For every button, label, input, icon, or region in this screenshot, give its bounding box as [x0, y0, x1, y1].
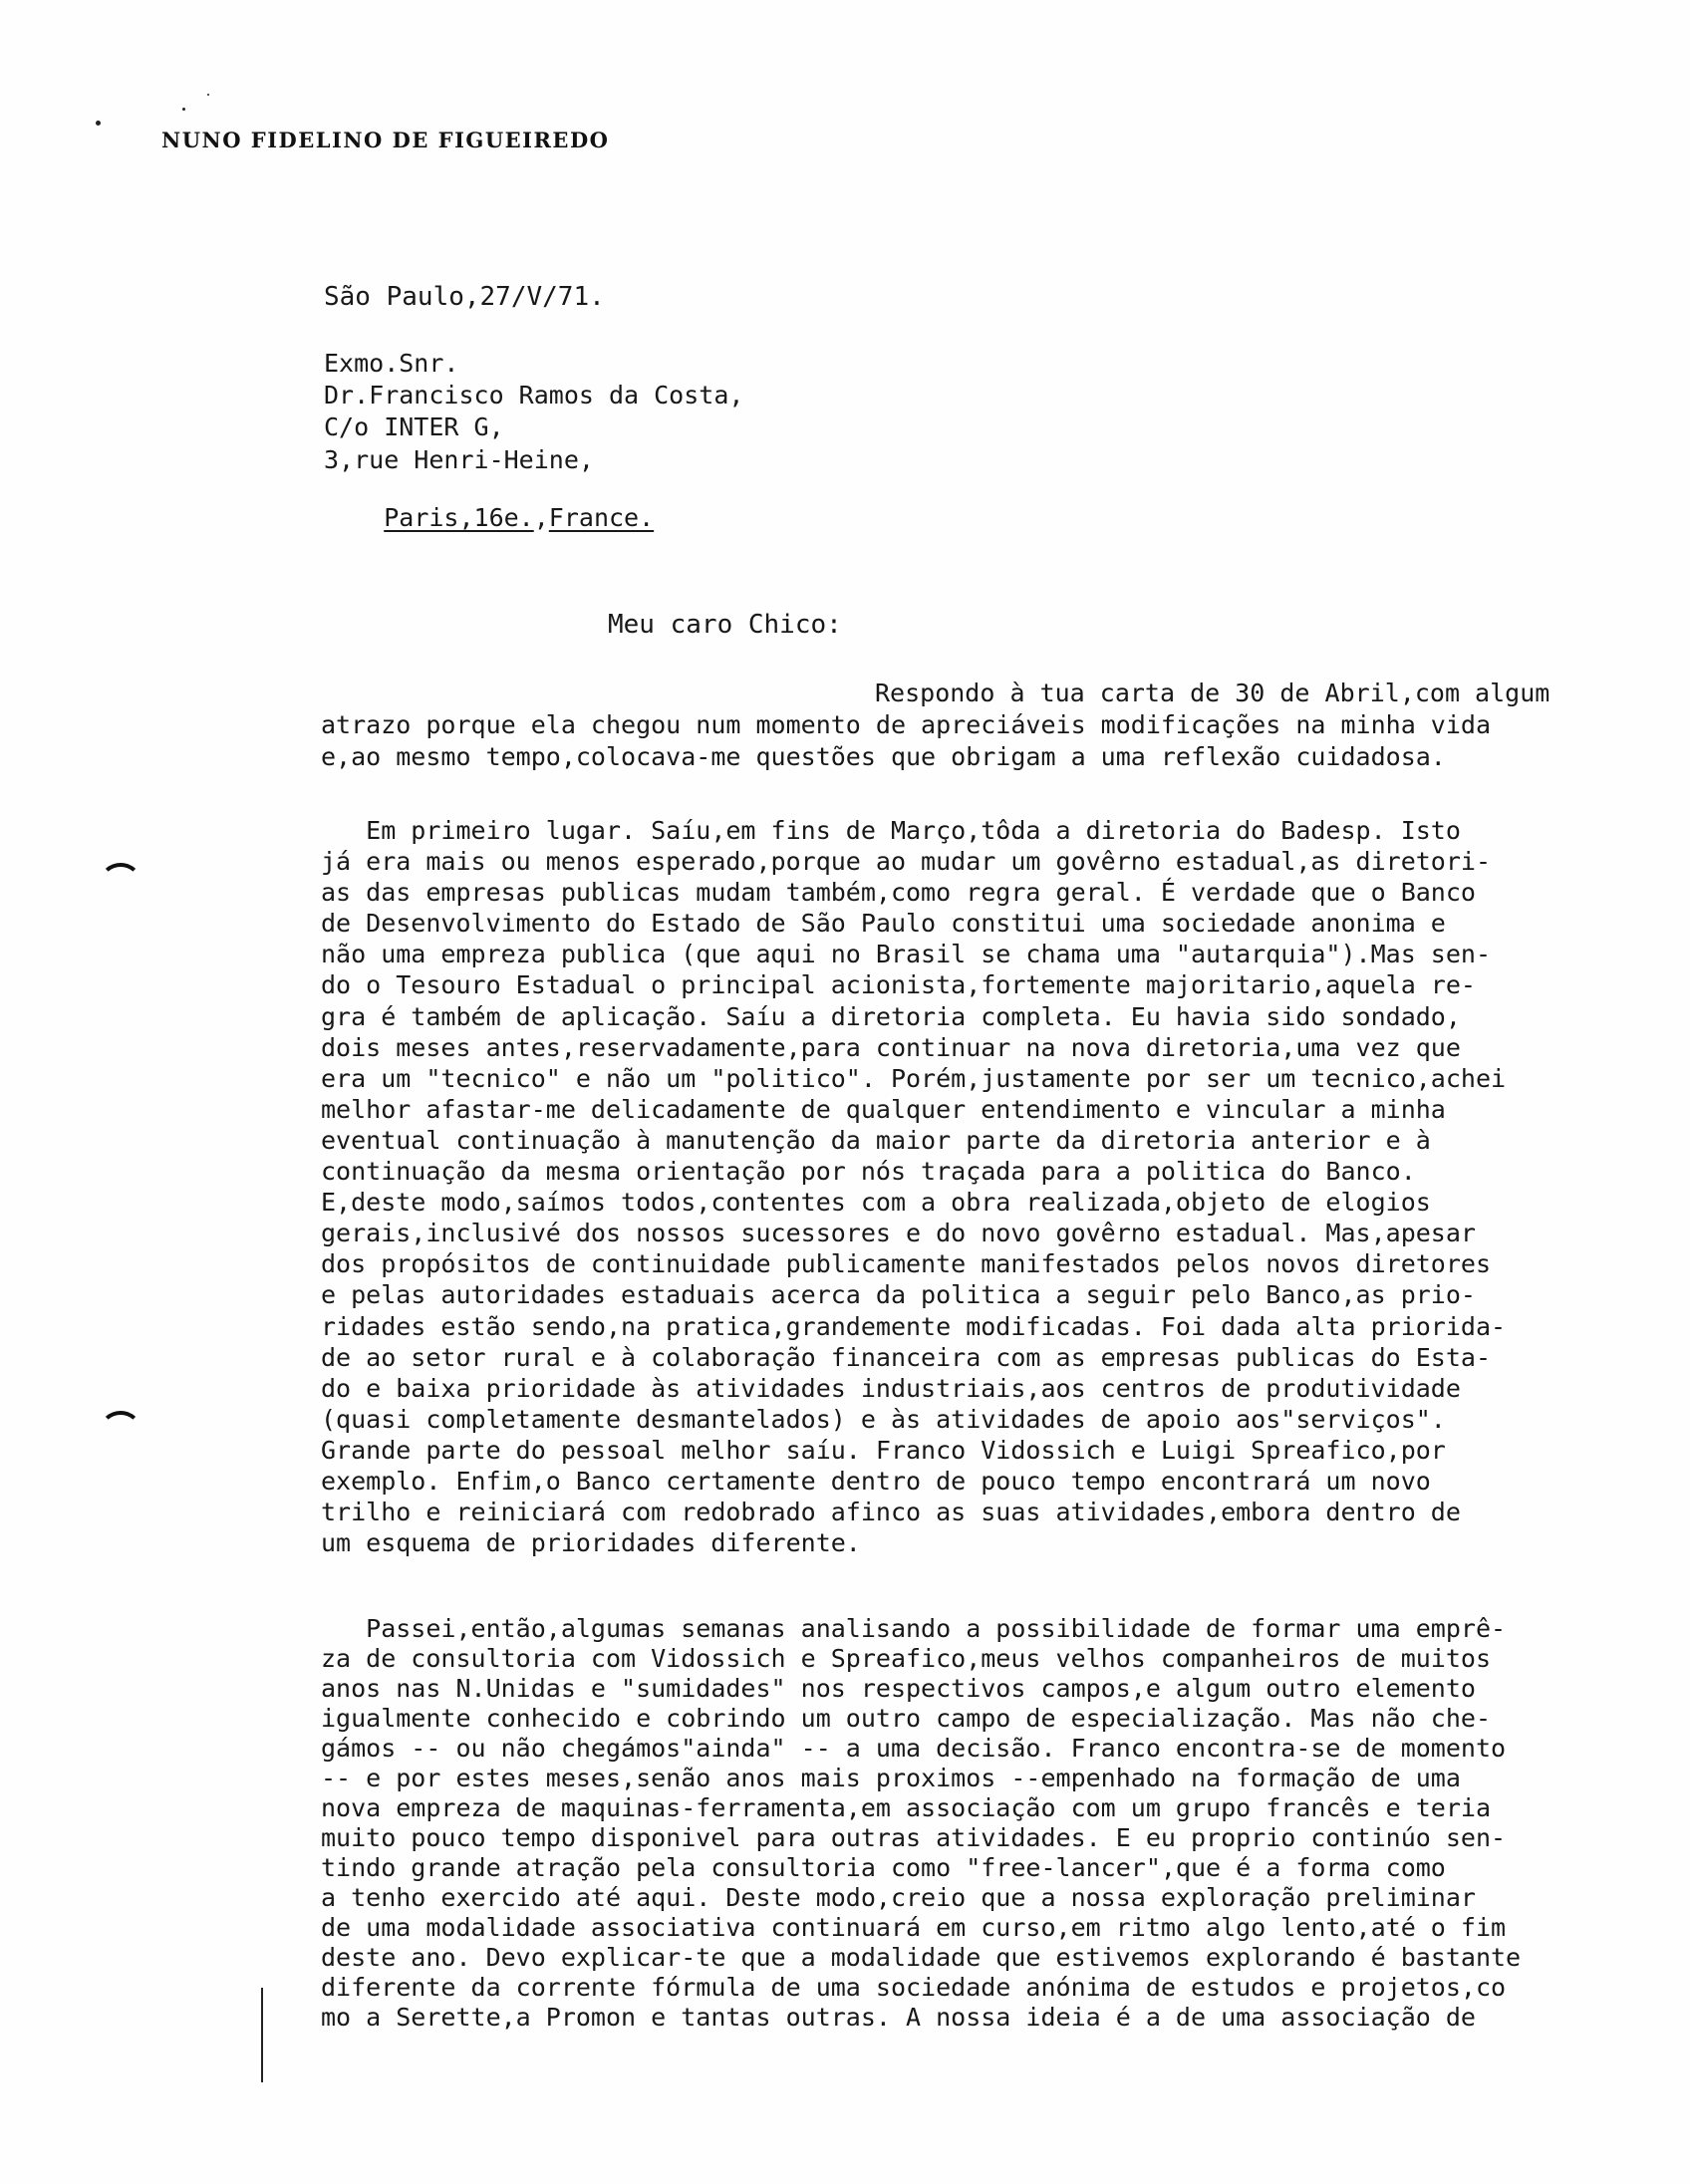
- text-line: gerais,inclusivé dos nossos sucessores e do novo govêrno estadual. Mas,apesar: [321, 1219, 1476, 1248]
- text-line: anos nas N.Unidas e "sumidades" nos respectivos campos,e algum outro elemento: [321, 1674, 1476, 1703]
- paper-speck: [182, 108, 185, 111]
- recipient-line: Exmo.Snr.: [324, 349, 459, 378]
- text-line: do e baixa prioridade às atividades industriais,aos centros de produtividade: [321, 1373, 1461, 1403]
- text-line: za de consultoria com Vidossich e Spreafico,meus velhos companheiros de muitos: [321, 1644, 1491, 1673]
- text-line: exemplo. Enfim,o Banco certamente dentro de pouco tempo encontrará um novo: [321, 1466, 1431, 1496]
- salutation: Meu caro Chico:: [608, 610, 842, 640]
- paragraph-3: [321, 1614, 1626, 2033]
- paper-speck: [207, 94, 209, 96]
- text-line: e pelas autoridades estaduais acerca da politica a seguir pelo Banco,as prio-: [321, 1280, 1476, 1310]
- text-line: eventual continuação à manutenção da maior parte da diretoria anterior e à: [321, 1125, 1431, 1155]
- text-line: gra é também de aplicação. Saíu a diretoria completa. Eu havia sido sondado,: [321, 1001, 1461, 1031]
- text-line: a tenho exercido até aqui. Deste modo,creio que a nossa exploração preliminar: [321, 1883, 1476, 1912]
- text-line: de ao setor rural e à colaboração financeira com as empresas publicas do Esta-: [321, 1342, 1491, 1372]
- text-line: diferente da corrente fórmula de uma sociedade anónima de estudos e projetos,co: [321, 1973, 1507, 2002]
- paragraph-1: [321, 678, 1626, 773]
- recipient-line: Dr.Francisco Ramos da Costa,: [324, 381, 744, 410]
- text-line: atrazo porque ela chegou num momento de apreciáveis modificações na minha vida: [321, 710, 1491, 739]
- paragraph-2: [321, 815, 1626, 1558]
- text-line: (quasi completamente desmantelados) e às atividades de apoio aos"serviços".: [321, 1404, 1446, 1434]
- text-line: de Desenvolvimento do Estado de São Paulo constitui uma sociedade anonima e: [321, 909, 1446, 939]
- text-line: deste ano. Devo explicar-te que a modalidade que estivemos explorando é bastante: [321, 1943, 1522, 1972]
- text-line: as das empresas publicas mudam também,como regra geral. É verdade que o Banco: [321, 878, 1476, 908]
- recipient-city: Paris,16e.: [384, 503, 534, 532]
- text-line: E,deste modo,saímos todos,contentes com a obra realizada,objeto de elogios: [321, 1188, 1431, 1218]
- recipient-line: 3,rue Henri-Heine,: [324, 445, 594, 474]
- text-line: trilho e reiniciará com redobrado afinco as suas atividades,embora dentro de: [321, 1498, 1461, 1527]
- text-line: Em primeiro lugar. Saíu,em fins de Março,tôda a diretoria do Badesp. Isto: [321, 816, 1461, 845]
- text-line: já era mais ou menos esperado,porque ao mudar um govêrno estadual,as diretori-: [321, 847, 1491, 877]
- recipient-line: C/o INTER G,: [324, 412, 504, 441]
- paper-speck: [96, 121, 101, 126]
- letter-date: São Paulo,27/V/71.: [324, 282, 605, 312]
- text-line: Passei,então,algumas semanas analisando a possibilidade de formar uma emprê-: [321, 1614, 1507, 1643]
- recipient-country: France.: [548, 503, 655, 532]
- text-line: não uma empreza publica (que aqui no Brasil se chama uma "autarquia").Mas sen-: [321, 940, 1491, 969]
- text-line: do o Tesouro Estadual o principal acionista,fortemente majoritario,aquela re-: [321, 970, 1476, 1000]
- text-line: era um "tecnico" e não um "politico". Porém,justamente por ser um tecnico,achei: [321, 1063, 1507, 1093]
- text-line: -- e por estes meses,senão anos mais proximos --empenhado na formação de uma: [321, 1764, 1461, 1792]
- recipient-city-line: [324, 480, 654, 555]
- text-line: Grande parte do pessoal melhor saíu. Franco Vidossich e Luigi Spreafico,por: [321, 1435, 1446, 1465]
- text-line: tindo grande atração pela consultoria como "free-lancer",que é a forma como: [321, 1853, 1446, 1882]
- text-line: muito pouco tempo disponivel para outras atividades. E eu proprio continúo sen-: [321, 1823, 1507, 1852]
- text-line: e,ao mesmo tempo,colocava-me questões que obrigam a uma reflexão cuidadosa.: [321, 742, 1446, 771]
- address-separator: ,: [533, 503, 549, 532]
- text-line: Respondo à tua carta de 30 de Abril,com algum: [875, 679, 1550, 707]
- text-line: nova empreza de maquinas-ferramenta,em associação com um grupo francês e teria: [321, 1793, 1491, 1822]
- margin-pen-line: [261, 1988, 263, 2082]
- text-line: um esquema de prioridades diferente.: [321, 1528, 861, 1558]
- punch-hole-mark: [100, 863, 141, 901]
- text-line: de uma modalidade associativa continuará em curso,em ritmo algo lento,até o fim: [321, 1913, 1507, 1942]
- text-line: gámos -- ou não chegámos"ainda" -- a uma decisão. Franco encontra-se de momento: [321, 1734, 1507, 1763]
- text-line: igualmente conhecido e cobrindo um outro campo de especialização. Mas não che-: [321, 1704, 1491, 1733]
- letterhead: NUNO FIDELINO DE FIGUEIREDO: [161, 128, 610, 152]
- text-line: melhor afastar-me delicadamente de qualquer entendimento e vincular a minha: [321, 1094, 1446, 1124]
- text-line: mo a Serette,a Promon e tantas outras. A nossa ideia é a de uma associação de: [321, 2003, 1476, 2032]
- text-line: dos propósitos de continuidade publicamente manifestados pelos novos diretores: [321, 1249, 1491, 1279]
- text-line: ridades estão sendo,na pratica,grandemente modificadas. Foi dada alta priorida-: [321, 1311, 1507, 1341]
- punch-hole-mark: [100, 1411, 141, 1449]
- text-line: dois meses antes,reservadamente,para continuar na nova diretoria,uma vez que: [321, 1032, 1461, 1062]
- text-line: continuação da mesma orientação por nós traçada para a politica do Banco.: [321, 1157, 1416, 1187]
